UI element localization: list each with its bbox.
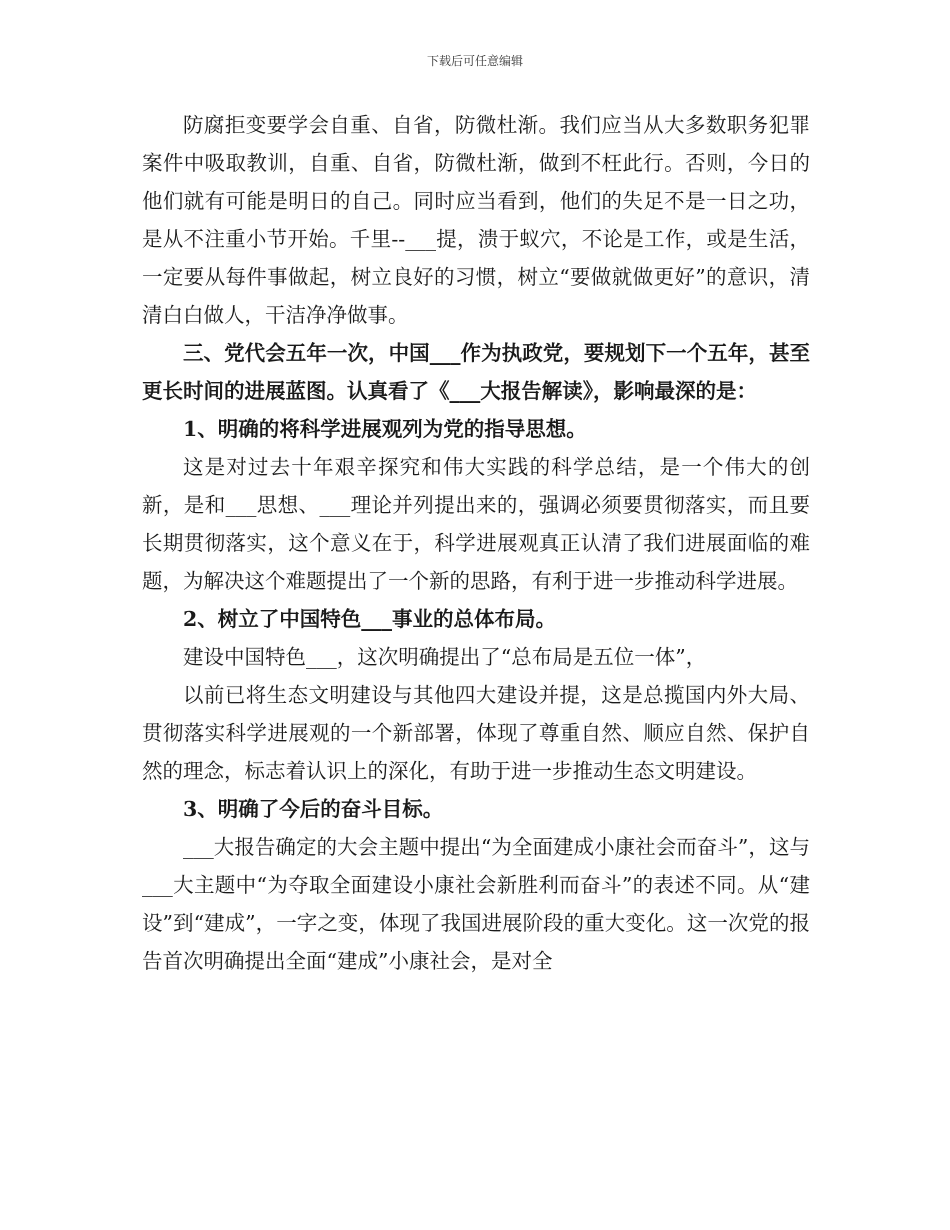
paragraph-goals: ___大报告确定的大会主题中提出“为全面建成小康社会而奋斗”，这与___大主题中“为夺取全面建设小康社会新胜利而奋斗”的表述不同。从“建设”到“建成”，一字之变，体现了我国进展阶段的重大变化。这一次党的报告首次明确提出全面“建成”小康社会，是对全: [142, 835, 810, 973]
paragraph-five-in-one: 建设中国特色___，这次明确提出了“总布局是五位一体”，: [183, 645, 707, 669]
subheading-three: 3、明确了今后的奋斗目标。: [183, 797, 444, 821]
subheading-one: 1、明确的将科学进展观列为党的指导思想。: [183, 417, 587, 441]
page-header: 下载后可任意编辑: [426, 54, 523, 68]
section-heading-three: 三、党代会五年一次，中国___作为执政党，要规划下一个五年，甚至更长时间的进展蓝图。认真看了《___大报告解读》，影响最深的是：: [142, 341, 810, 403]
document-body: [142, 106, 810, 980]
paragraph-ecological-civilization: 以前已将生态文明建设与其他四大建设并提，这是总揽国内外大局、贯彻落实科学进展观的一个新部署，体现了尊重自然、顺应自然、保护自然的理念，标志着认识上的深化，有助于进一步推动生态文明建设。: [142, 683, 810, 783]
subheading-two: 2、树立了中国特色___事业的总体布局。: [183, 607, 557, 631]
paragraph-anti-corruption: 防腐拒变要学会自重、自省，防微杜渐。我们应当从大多数职务犯罪案件中吸取教训，自重、自省，防微杜渐，做到不枉此行。否则，今日的他们就有可能是明日的自己。同时应当看到，他们的失足不是一日之功，是从不注重小节开始。千里--___提，溃于蚁穴，不论是工作，或是生活，一定要从每件事做起，树立良好的习惯，树立“要做就做更好”的意识，清清白白做人，干洁净净做事。: [142, 113, 810, 327]
paragraph-scientific-development: 这是对过去十年艰辛探究和伟大实践的科学总结，是一个伟大的创新，是和___思想、___理论并列提出来的，强调必须要贯彻落实，而且要长期贯彻落实，这个意义在于，科学进展观真正认清了我们进展面临的难题，为解决这个难题提出了一个新的思路，有利于进一步推动科学进展。: [142, 455, 810, 593]
